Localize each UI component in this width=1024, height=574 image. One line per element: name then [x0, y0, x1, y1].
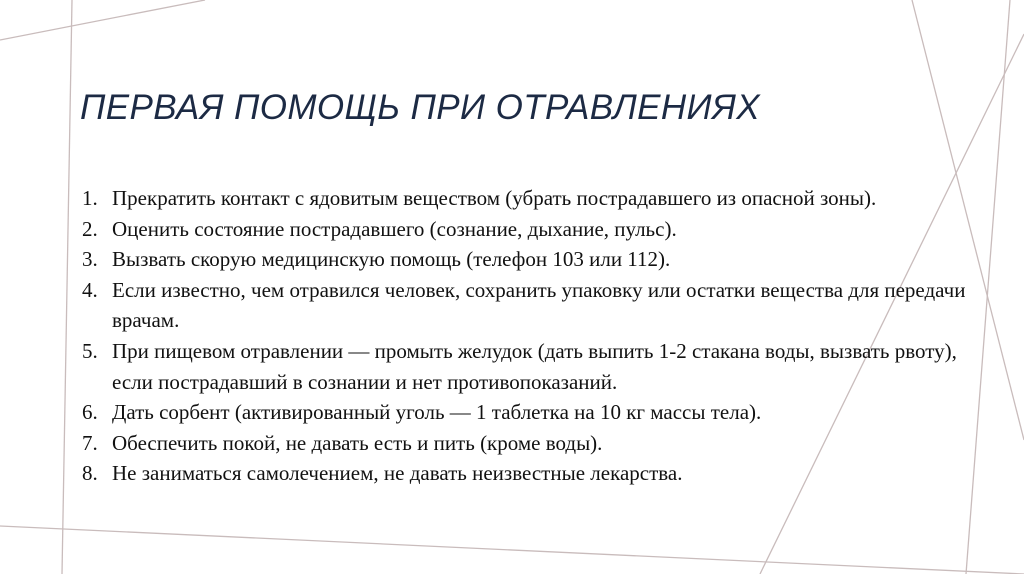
list-item	[82, 275, 982, 336]
step-text: Дать сорбент (активированный уголь — 1 таблетка на 10 кг массы тела).	[112, 400, 762, 425]
step-text: Вызвать скорую медицинскую помощь (телефон 103 или 112).	[112, 247, 671, 272]
step-text: При пищевом отравлении — промыть желудок (дать выпить 1-2 стакана воды, вызвать рвоту), если пострадавший в сознании и нет противопоказаний.	[112, 338, 957, 394]
decor-line-diagonal-top-left	[0, 0, 205, 40]
list-item	[82, 458, 982, 489]
step-number: 4.	[82, 277, 98, 302]
slide-title: ПЕРВАЯ ПОМОЩЬ ПРИ ОТРАВЛЕНИЯХ	[80, 88, 760, 127]
list-item	[82, 428, 982, 459]
first-aid-steps-list	[82, 183, 982, 489]
decor-line-diagonal-bottom	[0, 526, 1024, 574]
step-number: 8.	[82, 461, 98, 486]
step-number: 1.	[82, 186, 98, 210]
step-number: 2.	[82, 216, 98, 241]
step-text: Оценить состояние пострадавшего (сознание, дыхание, пульс).	[112, 216, 677, 241]
list-item	[82, 183, 982, 214]
list-item	[82, 244, 982, 275]
step-number: 3.	[82, 247, 98, 272]
step-number: 5.	[82, 338, 98, 363]
step-text: Не заниматься самолечением, не давать неизвестные лекарства.	[112, 461, 683, 486]
list-item	[82, 336, 982, 397]
list-item	[82, 397, 982, 428]
step-text: Обеспечить покой, не давать есть и пить (кроме воды).	[112, 430, 603, 455]
decor-line-vertical-left	[62, 0, 72, 574]
list-item	[82, 214, 982, 245]
step-text: Если известно, чем отравился человек, сохранить упаковку или остатки вещества для передачи врачам.	[112, 277, 966, 333]
step-number: 6.	[82, 400, 98, 425]
step-text: Прекратить контакт с ядовитым веществом (убрать пострадавшего из опасной зоны).	[112, 186, 877, 210]
step-number: 7.	[82, 430, 98, 455]
